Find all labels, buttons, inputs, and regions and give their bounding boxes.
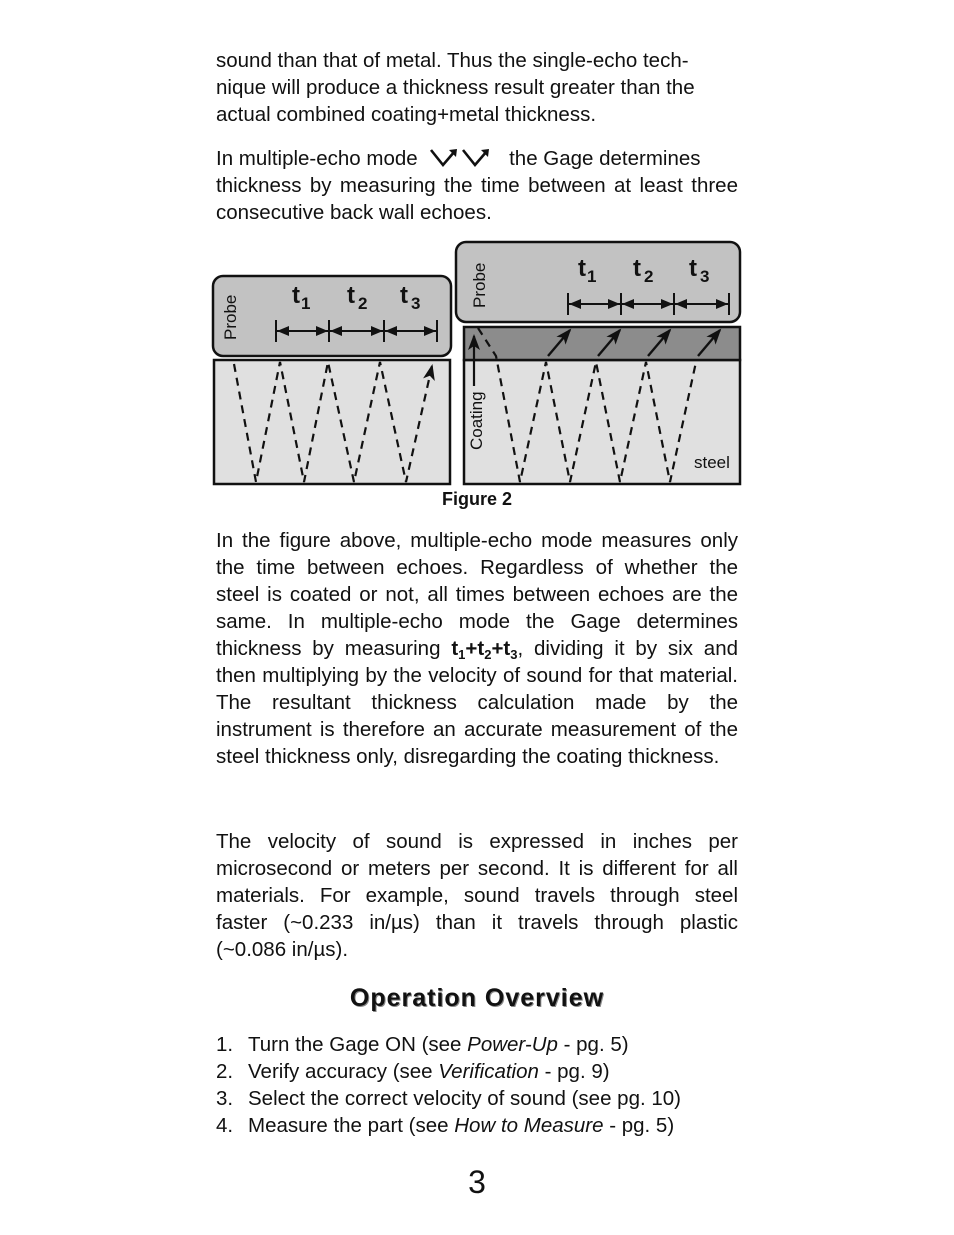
- paragraph-explanation: [216, 527, 738, 770]
- paragraph-velocity: [216, 828, 738, 963]
- text-block: The velocity of sound is expressed in inches per microsecond or meters per second. It is different for all materials. For example, sound travels through steel faster (~0.233 in/µs) than it travels through plastic (~0.086 in/µs).: [216, 830, 738, 961]
- figure-caption: Figure 2: [441, 489, 512, 509]
- figure-multiple-echo-diagram: [210, 238, 744, 490]
- probe-body: [456, 242, 740, 322]
- page-number: 3: [468, 1164, 486, 1200]
- probe-label: Probe: [470, 262, 489, 308]
- steps-list: [216, 1031, 756, 1139]
- paragraph-single-echo: [216, 47, 738, 128]
- svg-text:t3: t $_3$: [400, 282, 421, 313]
- uncoated-diagram: [213, 276, 451, 484]
- coated-diagram: [456, 242, 740, 484]
- svg-text:t2: t $_2$: [347, 282, 368, 313]
- text-span: In the figure above, multiple-echo mode measures only the time between echoes. Regardless of whether the steel is coated or not, all times between echoes are the same. In multiple-echo mode the Gage determines thickness by measuring: [216, 529, 738, 660]
- paragraph-multiple-echo-intro: [216, 145, 738, 226]
- text-block: thickness by measuring the time between at least three consecutive back wall echoes.: [216, 174, 738, 224]
- list-item: 3. Select the correct velocity of sound (see pg. 10): [216, 1087, 682, 1110]
- svg-text:t1: $t_1$: [578, 255, 597, 286]
- text-line: nique will produce a thickness result greater than the: [216, 76, 695, 99]
- svg-text:t1: $t_1$: [292, 282, 311, 313]
- text-block: [216, 527, 738, 770]
- text-span: , dividing it by six and then multiplying by the velocity of sound for that material. The resultant thickness calculation made by the instrument is therefore an accurate measurement of the steel thickness only, disregarding the coating thickness.: [216, 637, 738, 768]
- text-line: [216, 145, 738, 172]
- text-span: In multiple-echo mode: [216, 147, 418, 170]
- svg-text:t3: t $_3$: [689, 255, 710, 286]
- multiple-echo-mode-icon: [429, 148, 497, 168]
- list-item: 2. Verify accuracy (see Verification - pg. 9): [216, 1060, 610, 1083]
- text-span: the Gage determines: [509, 147, 701, 170]
- steel-label: steel: [694, 453, 730, 472]
- list-item: 1. Turn the Gage ON (see Power-Up - pg. 5): [216, 1033, 629, 1056]
- text-line: sound than that of metal. Thus the single-echo tech-: [216, 49, 689, 72]
- probe-label: Probe: [221, 294, 240, 340]
- svg-text:t2: t $_2$: [633, 255, 654, 286]
- coating-label: Coating: [467, 391, 486, 450]
- formula: $t_1+t_2+t_3$: [451, 637, 518, 662]
- list-item: 4. Measure the part (see How to Measure - pg. 5): [216, 1114, 675, 1137]
- probe-body: [213, 276, 451, 356]
- section-heading: Operation Overview: [349, 984, 605, 1012]
- text-line: actual combined coating+metal thickness.: [216, 103, 597, 126]
